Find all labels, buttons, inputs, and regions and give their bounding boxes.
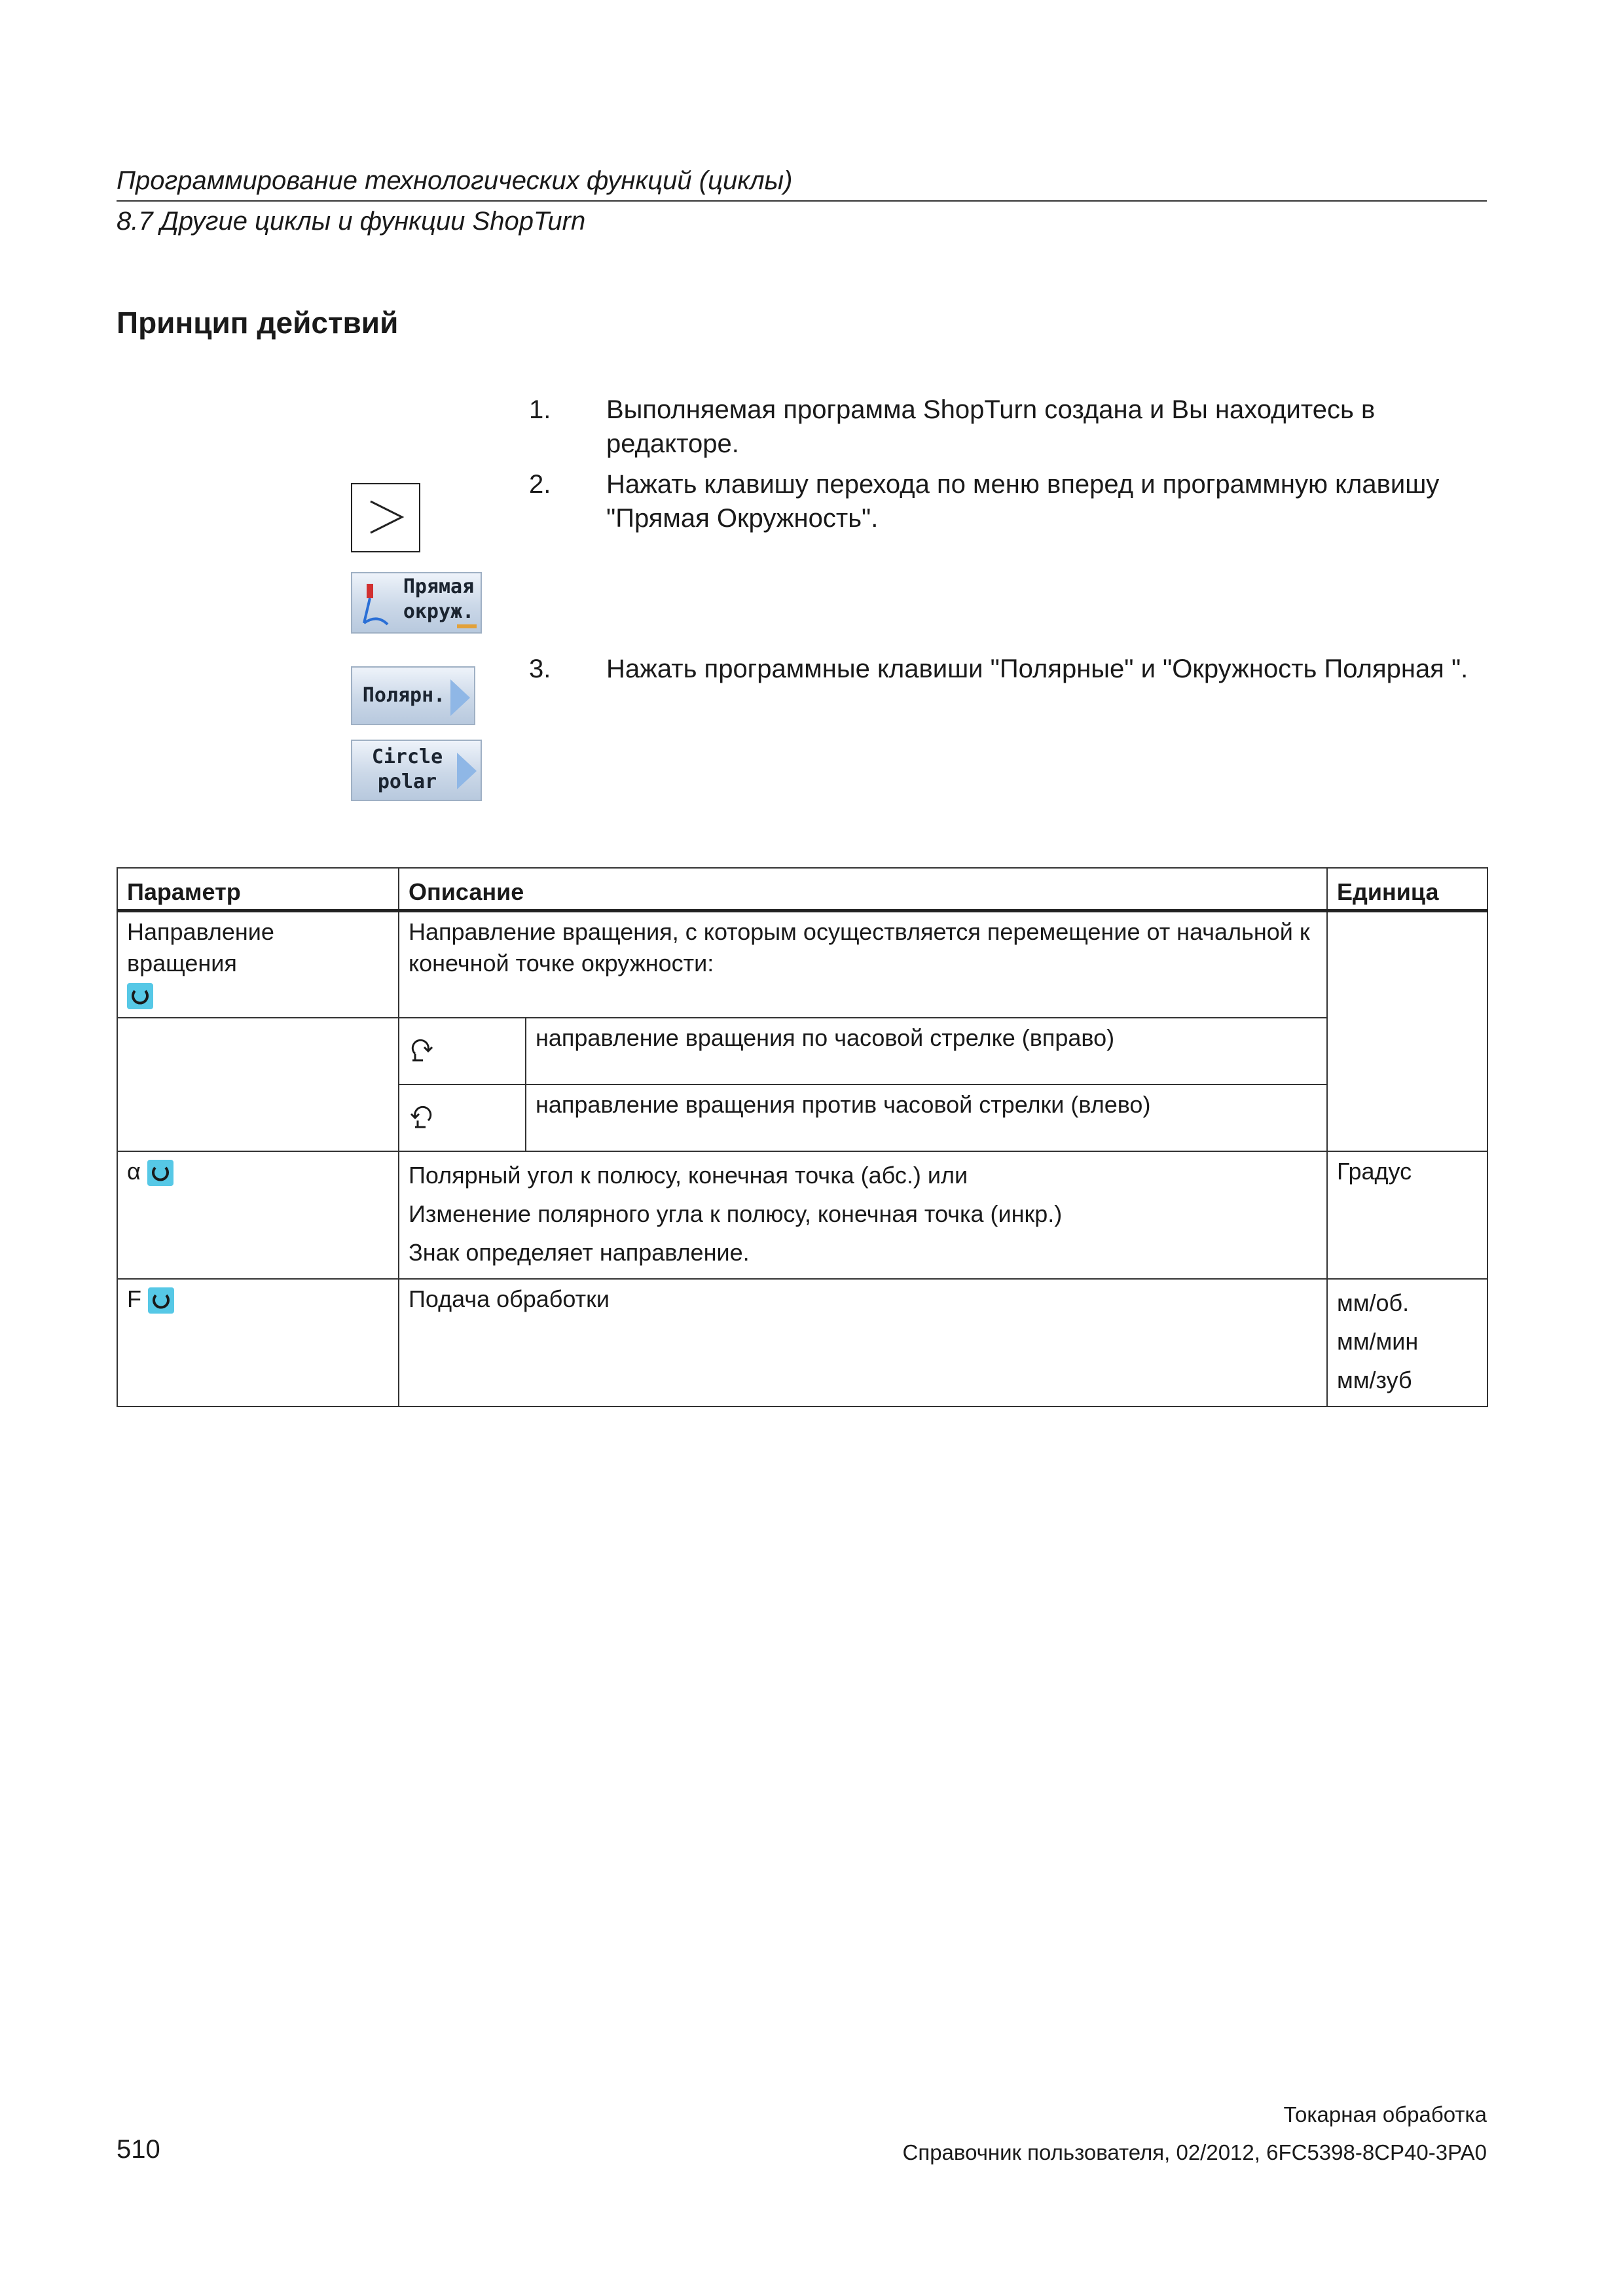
toggle-icon [147, 1160, 173, 1186]
param-alpha: α [127, 1158, 141, 1185]
unit-alpha: Градус [1327, 1151, 1487, 1279]
ccw-cell [399, 1085, 526, 1151]
desc-feed: Подача обработки [399, 1279, 1327, 1407]
running-header-section: 8.7 Другие циклы и функции ShopTurn [117, 207, 586, 236]
header-param: Параметр [117, 868, 399, 911]
softkey-label-line2: polar [377, 770, 437, 793]
unit-feed-2: мм/мин [1337, 1328, 1419, 1355]
softkey-indicator [457, 624, 477, 628]
header-desc: Описание [399, 868, 1327, 911]
table-row [117, 1151, 1487, 1279]
running-header-chapter: Программирование технологических функций (циклы) [117, 166, 793, 195]
table-header-row [117, 868, 1487, 911]
header-unit: Единица [1327, 868, 1487, 911]
step-2-number: 2. [529, 470, 551, 499]
softkey-arrow-icon [450, 679, 470, 716]
parameter-table [117, 867, 1488, 1407]
header-rule [117, 200, 1487, 202]
softkey-label-line1: Прямая [403, 575, 475, 598]
table-row [117, 1279, 1487, 1407]
desc-alpha-2: Изменение полярного угла к полюсу, конечная точка (инкр.) [409, 1200, 1063, 1227]
param-rotation: Направление вращения [127, 918, 274, 977]
footer-title: Токарная обработка [1283, 2102, 1487, 2126]
step-2-text: Нажать клавишу перехода по меню вперед и программную клавишу "Прямая Окружность". [606, 470, 1440, 533]
chevron-right-icon [352, 484, 419, 551]
contour-line-icon [357, 577, 390, 630]
polar-softkey[interactable] [351, 666, 475, 725]
softkey-label-line1: Circle [371, 745, 443, 768]
unit-feed-1: мм/об. [1337, 1289, 1410, 1316]
straight-circle-softkey[interactable] [351, 572, 482, 634]
counterclockwise-icon [409, 1101, 435, 1130]
desc-cw: направление вращения по часовой стрелке (вправо) [526, 1018, 1327, 1085]
toggle-icon [127, 983, 153, 1009]
cw-cell [399, 1018, 526, 1085]
table-row [117, 911, 1487, 1018]
unit-empty [1327, 1018, 1487, 1151]
unit-feed-3: мм/зуб [1337, 1367, 1412, 1393]
desc-alpha-3: Знак определяет направление. [409, 1239, 750, 1266]
section-title: Принцип действий [117, 306, 399, 340]
step-3-number: 3. [529, 655, 551, 683]
toggle-icon [148, 1287, 174, 1314]
unit-rotation [1327, 911, 1487, 1018]
page-number: 510 [117, 2135, 160, 2164]
step-1-text: Выполняемая программа ShopTurn создана и Вы находитесь в редакторе. [606, 395, 1376, 458]
step-1-number: 1. [529, 395, 551, 424]
clockwise-icon [409, 1034, 435, 1063]
table-row [117, 1018, 1487, 1085]
circle-polar-softkey[interactable] [351, 740, 482, 801]
softkey-arrow-icon [457, 753, 477, 789]
softkey-label-line2: окруж. [403, 600, 475, 623]
menu-forward-key[interactable] [351, 483, 420, 552]
desc-rotation: Направление вращения, с которым осуществляется перемещение от начальной к конечной точке окружности: [399, 911, 1327, 1018]
desc-ccw: направление вращения против часовой стрелки (влево) [526, 1085, 1327, 1151]
desc-alpha-1: Полярный угол к полюсу, конечная точка (абс.) или [409, 1162, 968, 1189]
empty-cell [117, 1018, 399, 1151]
softkey-label: Полярн. [362, 684, 446, 707]
step-3-text: Нажать программные клавиши "Полярные" и "Окружность Полярная ". [606, 655, 1468, 683]
param-feed: F [127, 1285, 141, 1312]
footer-reference: Справочник пользователя, 02/2012, 6FC5398-8CP40-3PA0 [902, 2140, 1487, 2164]
